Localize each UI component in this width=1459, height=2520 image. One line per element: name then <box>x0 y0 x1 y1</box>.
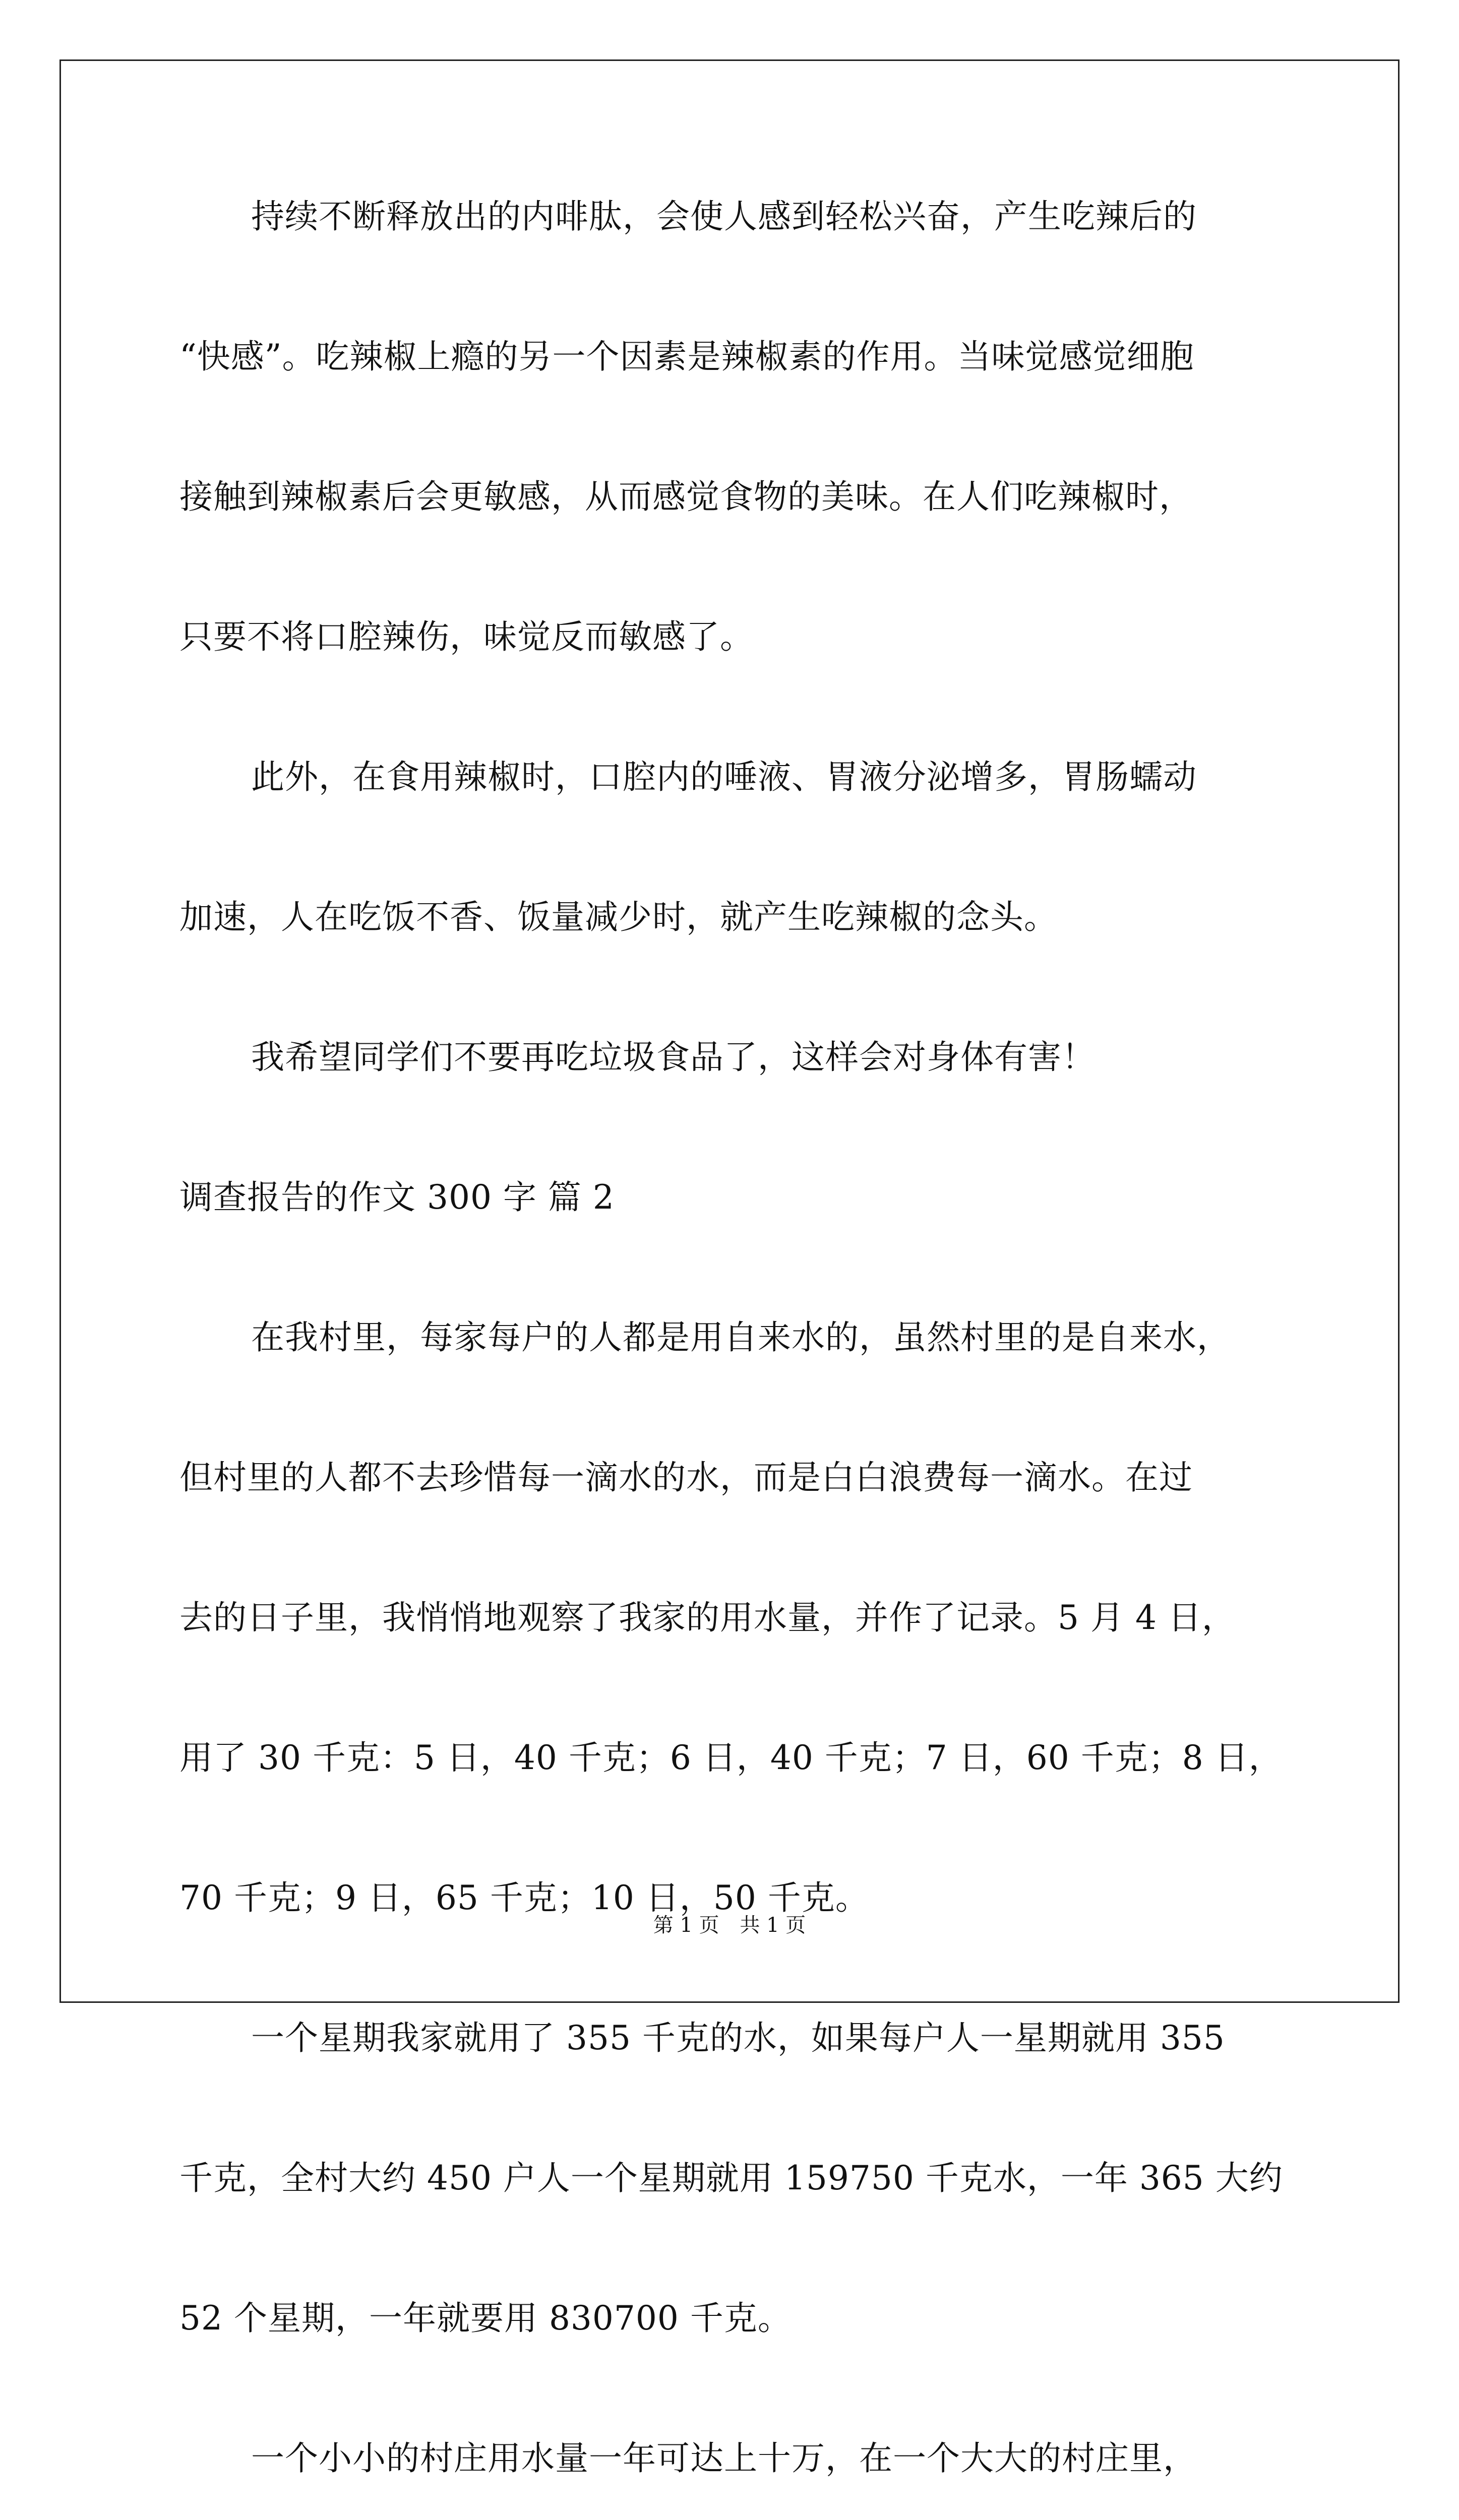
paragraph-line: 千克，全村大约 450 户人一个星期就用 159750 千克水，一年 365 大约 <box>179 2159 1283 2197</box>
paragraph-line: 52 个星期，一年就要用 830700 千克。 <box>179 2299 792 2338</box>
paragraph-line: 加速，人在吃饭不香、饭量减少时，就产生吃辣椒的念头。 <box>179 898 1058 936</box>
paragraph-line: 我希望同学们不要再吃垃圾食品了，这样会对身体有害！ <box>251 1038 1096 1077</box>
paragraph-line: 只要不将口腔辣伤，味觉反而敏感了。 <box>179 617 754 656</box>
paragraph-line: 但村里的人都不去珍惜每一滴水的水，而是白白浪费每一滴水。在过 <box>179 1458 1193 1497</box>
page-total: 共 1 页 <box>740 1914 806 1937</box>
paragraph-line: 持续不断释放出的内啡肽，会使人感到轻松兴奋，产生吃辣后的 <box>251 197 1197 236</box>
page-footer <box>0 1910 1459 1940</box>
paragraph-line: 一个小小的村庄用水量一年可达上十万，在一个大大的村庄里， <box>251 2439 1197 2478</box>
paragraph-line: 接触到辣椒素后会更敏感，从而感觉食物的美味。在人们吃辣椒时， <box>179 477 1193 516</box>
paragraph-line: 去的日子里，我悄悄地观察了我家的用水量，并作了记录。5 月 4 日， <box>179 1598 1236 1637</box>
paragraph-line: 一个星期我家就用了 355 千克的水，如果每户人一星期就用 355 <box>251 2019 1225 2057</box>
paragraph-line: 此外，在食用辣椒时，口腔内的唾液、胃液分泌增多，胃肠蠕动 <box>251 758 1197 796</box>
section-heading: 调查报告的作文 300 字 篇 2 <box>179 1178 615 1217</box>
paragraph-line: 70 千克；9 日，65 千克；10 日，50 千克。 <box>179 1878 869 1917</box>
document-body <box>179 192 1292 2520</box>
paragraph-line: 用了 30 千克：5 日，40 千克；6 日，40 千克；7 日，60 千克；8 日， <box>179 1738 1283 1777</box>
paragraph-line: “快感”。吃辣椒上瘾的另一个因素是辣椒素的作用。当味觉感觉细胞 <box>179 337 1194 376</box>
page-number: 第 1 页 <box>653 1914 719 1937</box>
paragraph-line: 在我村里，每家每户的人都是用自来水的，虽然村里的是自来水， <box>251 1318 1231 1357</box>
